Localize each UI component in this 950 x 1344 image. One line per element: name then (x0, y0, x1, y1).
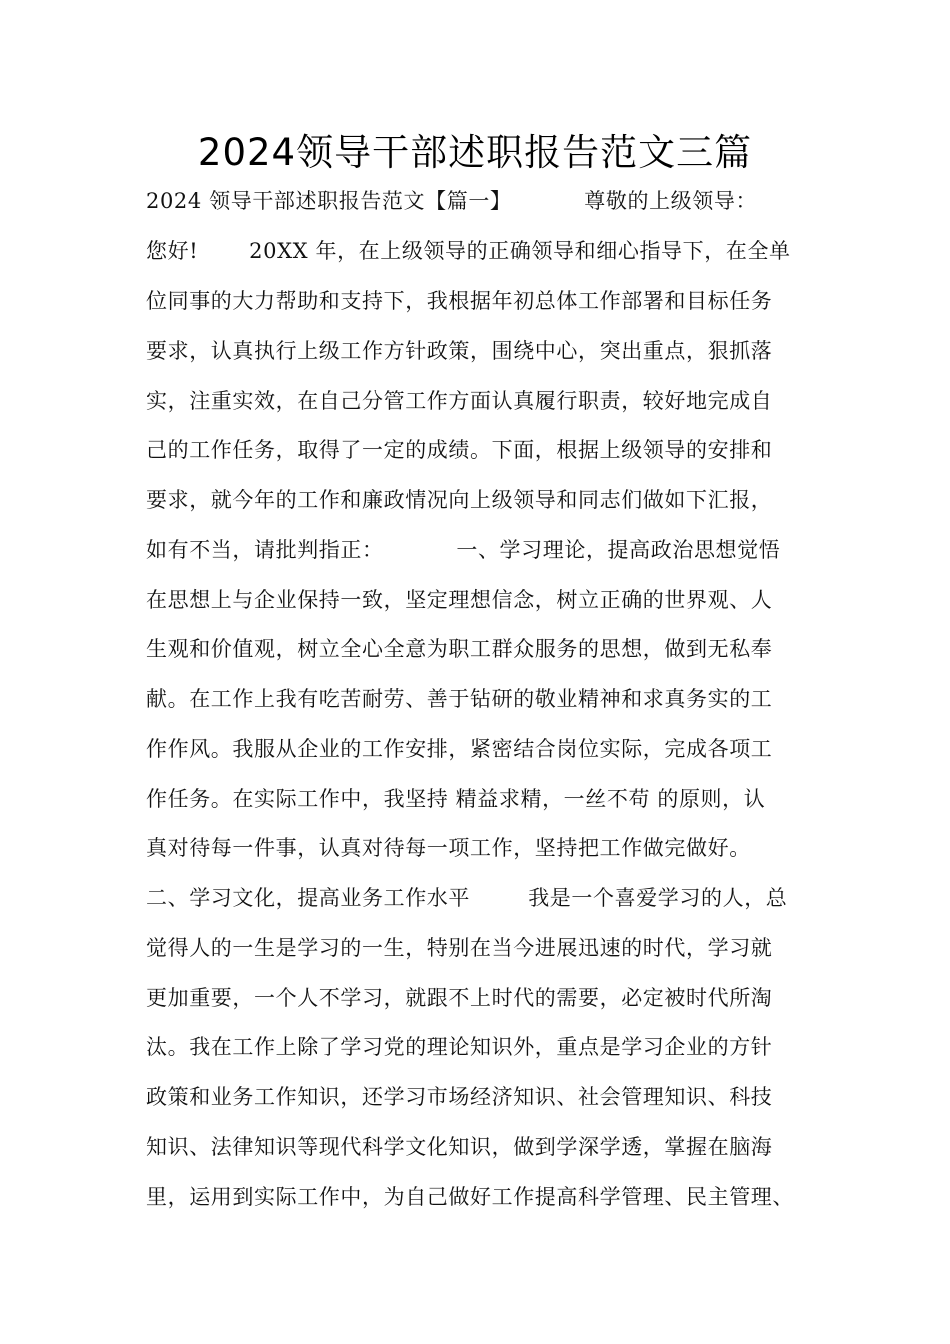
body-line: 里，运用到实际工作中，为自己做好工作提高科学管理、民主管理、 (146, 1185, 794, 1209)
body-line: 2024 领导干部述职报告范文【篇一】 尊敬的上级领导： (146, 189, 758, 213)
body-line: 二、学习文化，提高业务工作水平 我是一个喜爱学习的人，总 (146, 886, 788, 910)
body-line: 更加重要，一个人不学习，就跟不上时代的需要，必定被时代所淘 (146, 986, 773, 1010)
body-line: 作任务。在实际工作中，我坚持 精益求精，一丝不苟 的原则，认 (146, 787, 766, 811)
body-line: 知识、法律知识等现代科学文化知识，做到学深学透，掌握在脑海 (146, 1135, 773, 1159)
body-line: 献。在工作上我有吃苦耐劳、善于钻研的敬业精神和求真务实的工 (146, 687, 773, 711)
document-title: 2024领导干部述职报告范文三篇 (197, 131, 753, 174)
body-line: 您好! 20XX 年，在上级领导的正确领导和细心指导下，在全单 (146, 239, 791, 263)
body-line: 己的工作任务，取得了一定的成绩。下面，根据上级领导的安排和 (146, 438, 773, 462)
body-line: 觉得人的一生是学习的一生，特别在当今进展迅速的时代，学习就 (146, 936, 773, 960)
body-line: 生观和价值观，树立全心全意为职工群众服务的思想，做到无私奉 (146, 637, 773, 661)
body-line: 要求，就今年的工作和廉政情况向上级领导和同志们做如下汇报， (146, 488, 773, 512)
body-line: 要求，认真执行上级工作方针政策，围绕中心，突出重点，狠抓落 (146, 339, 773, 363)
body-line: 汰。我在工作上除了学习党的理论知识外，重点是学习企业的方针 (146, 1035, 773, 1059)
body-line: 政策和业务工作知识，还学习市场经济知识、社会管理知识、科技 (146, 1085, 773, 1109)
body-line: 实，注重实效，在自己分管工作方面认真履行职责，较好地完成自 (146, 389, 773, 413)
body-line: 位同事的大力帮助和支持下，我根据年初总体工作部署和目标任务 (146, 289, 773, 313)
body-line: 真对待每一件事，认真对待每一项工作，坚持把工作做完做好。 (146, 836, 751, 860)
body-line: 如有不当，请批判指正： 一、学习理论，提高政治思想觉悟 (146, 538, 781, 562)
body-line: 作作风。我服从企业的工作安排，紧密结合岗位实际，完成各项工 (146, 737, 773, 761)
body-line: 在思想上与企业保持一致，坚定理想信念，树立正确的世界观、人 (146, 588, 773, 612)
